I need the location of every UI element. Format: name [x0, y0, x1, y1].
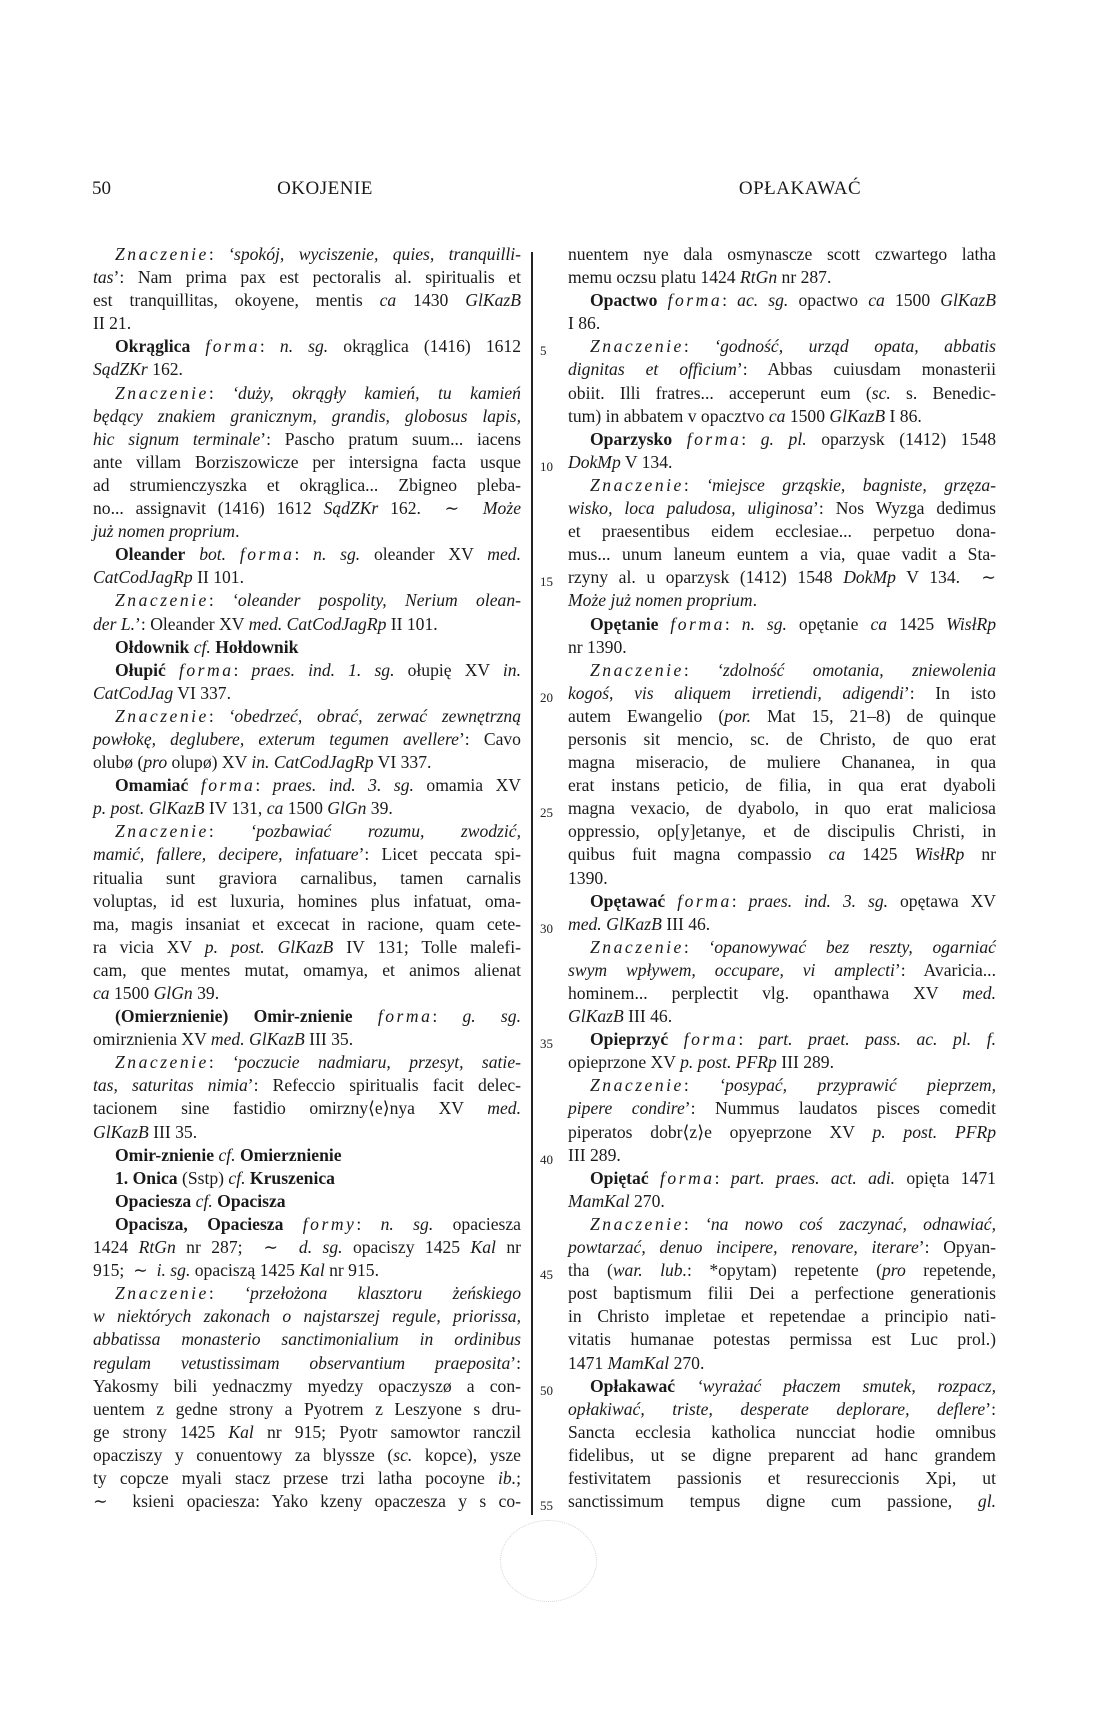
- text-line: Znaczenie: ‘pozbawiać rozumu, zwodzić,: [115, 821, 521, 842]
- text-line: nr 1390.: [568, 636, 627, 657]
- running-head-right: OPŁAKAWAĆ: [738, 178, 862, 199]
- text-line: Znaczenie: ‘oleander pospolity, Nerium olean-: [115, 590, 521, 611]
- text-line: et praesentibus eidem ecclesiae... perpetuo dona-: [568, 521, 996, 542]
- text-line: fidelibus, ut se digne preparent ad hanc grandem: [568, 1444, 996, 1465]
- text-line: GlKazB III 35.: [93, 1121, 198, 1142]
- text-line: tas, saturitas nimia’: Refeccio spiritualis facit delec-: [93, 1075, 521, 1096]
- text-line: MamKal 270.: [568, 1190, 665, 1211]
- text-line: ra vicia XV p. post. GlKazB IV 131; Tolle malefi-: [93, 936, 521, 957]
- text-line: der L.’: Oleander XV med. CatCodJagRp II 101.: [93, 613, 438, 634]
- text-line: Opiętać forma: part. praes. act. adi. opięta 1471: [590, 1167, 996, 1188]
- line-number: 45: [540, 1267, 553, 1283]
- text-line: Znaczenie: ‘miejsce grząskie, bagniste, grzęza-: [590, 474, 996, 495]
- text-line: (Omierznienie) Omir-znienie forma: g. sg.: [115, 1006, 521, 1027]
- text-line: sanctissimum tempus digne cum passione, gl.: [568, 1491, 996, 1512]
- left-column: [93, 243, 521, 1513]
- text-line: Znaczenie: ‘na nowo coś zaczynać, odnawiać,: [590, 1213, 996, 1234]
- text-line: powtarzać, denuo incipere, renovare, iterare’: Opyan-: [568, 1237, 996, 1258]
- line-number: 50: [540, 1382, 553, 1398]
- text-line: ma, magis insaniat et excecat in racione, quam cete-: [93, 913, 521, 934]
- text-line: GlKazB III 46.: [568, 1006, 673, 1027]
- text-line: tas’: Nam prima pax est pectoralis al. spiritualis et: [93, 267, 521, 288]
- line-number: 20: [540, 689, 553, 705]
- text-line: Opacisza, Opaciesza formy: n. sg. opaciesza: [115, 1213, 521, 1234]
- text-line: med. GlKazB III 46.: [568, 913, 711, 934]
- line-number: 40: [540, 1151, 553, 1167]
- text-line: piperatos dobr⟨z⟩e opyeprzone XV p. post. PFRp: [568, 1121, 996, 1142]
- text-line: ∼ ksieni opaciesza: Yako kzeny opaczesza y s co-: [93, 1491, 521, 1512]
- text-line: Oparzysko forma: g. pl. oparzysk (1412) 1548: [590, 428, 996, 449]
- text-line: mus... unum laneum euntem a via, quae vadit a Sta-: [568, 544, 996, 565]
- text-line: Opętanie forma: n. sg. opętanie ca 1425 WisłRp: [590, 613, 997, 634]
- text-line: 1. Onica (Sstp) cf. Kruszenica: [115, 1167, 335, 1188]
- text-line: będący znakiem granicznym, grandis, globosus lapis,: [93, 405, 521, 426]
- text-line: personis sit mencio, sc. de Christo, de quo erat: [568, 728, 996, 749]
- text-line: Opactwo forma: ac. sg. opactwo ca 1500 GlKazB: [590, 290, 997, 311]
- text-line: post baptismum filii Dei a perfectione generationis: [568, 1283, 996, 1304]
- text-line: hominem... perplectit vlg. opanthawa XV med.: [568, 983, 996, 1003]
- text-line: Może już nomen proprium.: [568, 590, 757, 611]
- text-line: tha (war. lub.: *opytam) repetente (pro repetende,: [568, 1260, 997, 1281]
- text-line: już nomen proprium.: [93, 521, 240, 542]
- text-line: magna miseracio, de muliere Chananea, in qua: [568, 752, 996, 773]
- text-line: erat instans peticio, de filia, in qua erat dyaboli: [568, 775, 996, 796]
- text-line: wisko, loca paludosa, uliginosa’: Nos Wyzga dedimus: [568, 498, 997, 519]
- text-line: hic signum terminale’: Pascho pratum suum... iacens: [93, 428, 521, 449]
- text-line: Sancta ecclesia katholica nuncciat hodie omnibus: [568, 1421, 996, 1442]
- text-line: Yakosmy bili yednaczmy myedzy opaczyszø a con-: [93, 1375, 521, 1396]
- text-line: 1424 RtGn nr 287; ∼ d. sg. opaciszy 1425 Kal nr: [93, 1237, 522, 1258]
- text-line: no... assignavit (1416) 1612 SądZKr 162. ∼ Może: [93, 498, 521, 519]
- text-line: voluptas, id est luxuria, homines plus infatuat, oma-: [93, 890, 521, 911]
- column-rule: [531, 252, 533, 1515]
- text-line: Okrąglica forma: n. sg. okrąglica (1416) 1612: [115, 336, 522, 357]
- text-line: II 21.: [93, 313, 132, 334]
- page-number: 50: [92, 178, 111, 199]
- text-line: Opaciesza cf. Opacisza: [115, 1190, 286, 1211]
- text-line: pipere condire’: Nummus laudatos pisces comedit: [568, 1098, 996, 1119]
- text-line: tum) in abbatem v opacztvo ca 1500 GlKazB I 86.: [568, 405, 922, 426]
- text-line: festivitatem passionis et resureccionis Xpi, ut: [568, 1467, 996, 1488]
- text-line: ca 1500 GlGn 39.: [93, 983, 220, 1003]
- text-line: 1390.: [568, 867, 608, 888]
- text-line: Znaczenie: ‘spokój, wyciszenie, quies, tranquilli-: [115, 244, 521, 264]
- text-line: est tranquillitas, okoyene, mentis ca 1430 GlKazB: [93, 290, 521, 311]
- text-line: regulam vetustissimam observantium praeposita’:: [93, 1352, 521, 1373]
- text-line: Znaczenie: ‘godność, urząd opata, abbatis: [590, 336, 996, 357]
- text-line: obiit. Illi fratres... acceperunt eum (sc. s. Benedic-: [568, 382, 996, 403]
- text-line: Znaczenie: ‘opanowywać bez reszty, ogarniać: [590, 936, 996, 957]
- text-line: CatCodJag VI 337.: [93, 682, 231, 703]
- text-line: Opieprzyć forma: part. praet. pass. ac. pl. f.: [590, 1029, 996, 1050]
- text-line: autem Ewangelio (por. Mat 15, 21–8) de quinque: [568, 705, 996, 726]
- text-line: Ołupić forma: praes. ind. 1. sg. ołupię XV in.: [115, 659, 522, 680]
- line-number: 55: [540, 1498, 553, 1514]
- text-line: tacionem sine fastidio omirzny⟨e⟩nya XV med.: [93, 1098, 521, 1119]
- text-line: rzyny al. u oparzysk (1412) 1548 DokMp V 134. ∼: [568, 567, 996, 588]
- text-line: Znaczenie: ‘posypać, przyprawić pieprzem,: [590, 1075, 996, 1096]
- text-line: opieprzone XV p. post. PFRp III 289.: [568, 1052, 834, 1073]
- line-number: 30: [540, 920, 553, 936]
- text-line: Znaczenie: ‘przełożona klasztoru żeńskiego: [115, 1283, 521, 1304]
- text-line: in Christo impletae et repetendae a principio nati-: [568, 1306, 996, 1327]
- text-line: w niektórych zakonach o najstarszej regule, priorissa,: [93, 1306, 521, 1327]
- text-line: omirznienia XV med. GlKazB III 35.: [93, 1029, 354, 1050]
- text-line: Znaczenie: ‘duży, okrągły kamień, tu kamień: [115, 382, 521, 403]
- text-line: opłakiwać, triste, desperate deplorare, deflere’:: [568, 1398, 996, 1419]
- text-line: swym wpływem, occupare, vi amplecti’: Avaricia...: [568, 959, 996, 980]
- text-line: memu oczsu platu 1424 RtGn nr 287.: [568, 267, 832, 288]
- text-line: Znaczenie: ‘zdolność omotania, zniewolenia: [590, 659, 996, 680]
- text-line: abbatissa monasterio sanctimonialium in ordinibus: [93, 1329, 521, 1350]
- text-line: mamić, fallere, decipere, infatuare’: Licet peccata spi-: [93, 844, 521, 865]
- text-line: I 86.: [568, 313, 601, 334]
- library-stamp-icon: [500, 1520, 597, 1602]
- text-line: ge strony 1425 Kal nr 915; Pyotr samowtor ranczil: [93, 1421, 521, 1442]
- text-line: magna vexacio, de dyabolo, in quo erat maliciosa: [568, 798, 996, 819]
- text-line: cam, que mentes mutat, omamya, et animos alienat: [93, 959, 521, 980]
- line-number: 10: [540, 458, 553, 474]
- text-line: ante villam Borziszowicze per intersigna facta usque: [93, 451, 521, 472]
- text-line: 1471 MamKal 270.: [568, 1352, 705, 1373]
- text-line: nuentem nye dala osmynascze scott czwartego latha: [568, 244, 996, 264]
- right-column: [568, 243, 996, 1513]
- line-number: 35: [540, 1036, 553, 1052]
- text-line: Opętawać forma: praes. ind. 3. sg. opętawa XV: [590, 890, 996, 911]
- text-line: uentem z gedne strony a Pyotrem z Leszyone s dru-: [93, 1398, 521, 1419]
- text-line: olubø (pro olupø) XV in. CatCodJagRp VI 337.: [93, 752, 432, 773]
- text-line: quibus fuit magna compassio ca 1425 WisłRp nr: [568, 844, 997, 865]
- text-line: p. post. GlKazB IV 131, ca 1500 GlGn 39.: [93, 798, 393, 819]
- text-line: Opłakawać ‘wyrażać płaczem smutek, rozpacz,: [590, 1375, 996, 1396]
- text-line: ty copcze myali stacz przese trzi latha pocoyne ib.;: [93, 1467, 521, 1488]
- text-line: ritualia sunt graviora carnalibus, tamen carnalis: [93, 867, 521, 888]
- text-line: ad strumienczyszka et okrąglica... Zbigneo pleba-: [93, 474, 521, 495]
- text-line: Znaczenie: ‘obedrzeć, obrać, zerwać zewnętrzną: [115, 705, 521, 726]
- text-line: powłokę, deglubere, exterum tegumen avellere’: Cavo: [93, 728, 521, 749]
- text-line: CatCodJagRp II 101.: [93, 567, 245, 588]
- running-head-left: OKOJENIE: [277, 178, 373, 199]
- line-number: 15: [540, 574, 553, 590]
- text-line: 915; ∼ i. sg. opaciszą 1425 Kal nr 915.: [93, 1260, 379, 1281]
- text-line: Oleander bot. forma: n. sg. oleander XV med.: [115, 544, 521, 565]
- text-line: opacziszy y conuentowy za blyssze (sc. kopce), ysze: [93, 1444, 521, 1465]
- text-line: Omir-znienie cf. Omierznienie: [115, 1144, 342, 1165]
- line-number: 25: [540, 805, 553, 821]
- text-line: Omamiać forma: praes. ind. 3. sg. omamia XV: [115, 775, 522, 796]
- text-line: Znaczenie: ‘poczucie nadmiaru, przesyt, satie-: [115, 1052, 521, 1073]
- text-line: vitatis humanae potestas permissa est Luc prol.): [568, 1329, 996, 1350]
- text-line: kogoś, vis aliquem irretiendi, adigendi’: In isto: [568, 682, 996, 703]
- text-line: oppressio, op[y]etanye, et de discipulis Christi, in: [568, 821, 996, 842]
- text-line: SądZKr 162.: [93, 359, 183, 380]
- text-line: DokMp V 134.: [568, 451, 673, 472]
- text-line: Ołdownik cf. Hołdownik: [115, 636, 299, 657]
- text-line: dignitas et officium’: Abbas cuiusdam monasterii: [568, 359, 997, 380]
- text-line: III 289.: [568, 1144, 621, 1165]
- line-number: 5: [540, 343, 547, 359]
